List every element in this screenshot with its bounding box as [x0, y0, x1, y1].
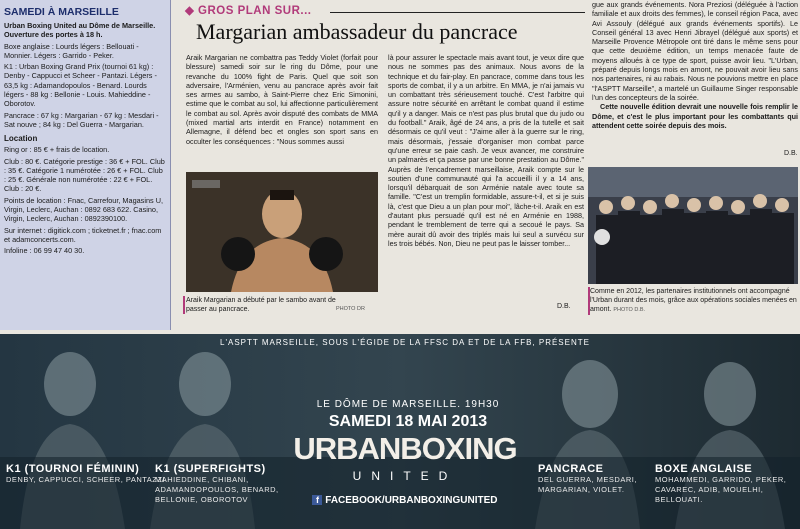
- crowd-caption-text: Comme en 2012, les partenaires institutionnels ont accompagné l'Urban durant des mois, grâce aux opérations sociales menées en amont.: [590, 288, 797, 313]
- location-line: Club : 80 €. Catégorie prestige : 36 € + FOL. Club : 35 €. Catégorie 1 numérotée : 26 € + FOL. Club : 25 €. Générale non numérotée : 22 € + FOL. Club : 20 €.: [4, 156, 165, 194]
- sidebar-line: Pancrace : 67 kg : Margarian - 67 kg : Mesdari - Sat nouve ; 84 kg : Del Guerra - Margarian.: [4, 110, 159, 129]
- sidebar-info-box: [0, 0, 171, 330]
- fighter-photo: [186, 172, 378, 292]
- partners-illustration: [588, 167, 798, 284]
- kicker-arrow-icon: ◆: [185, 5, 199, 17]
- category-names: MAHIEDDINE, CHIBANI, ADAMANDOPOULOS, BENARD, BELLONIE, OBOROTOV: [155, 475, 279, 504]
- banner-date: SAMEDI 18 MAI 2013: [328, 413, 488, 430]
- crowd-credit: PHOTO D.B.: [613, 307, 646, 313]
- banner-logo-subtitle: UNITED: [352, 469, 458, 483]
- category-title: PANCRACE: [538, 463, 604, 475]
- banner-logo: URBANBOXING: [293, 431, 517, 466]
- banner-category: [155, 463, 285, 505]
- sidebar-line: Boxe anglaise : Lourds légers : Bellouati - Monnier. Légers : Garrido - Peker.: [4, 41, 139, 60]
- banner-category: [655, 463, 797, 505]
- category-title: K1 (SUPERFIGHTS): [155, 463, 266, 475]
- sidebar-heading: SAMEDI À MARSEILLE: [4, 6, 119, 18]
- column-3-text: gue aux grands événements. Nora Preziosi (déléguée à l'action familiale et aux droits des femmes), le conseil région Paca, avec Avi Assouly (délégué aux grands événements sportifs). Le Conseil général 13 avec Henri Jibrayel (délégué aux sports) et Marseille Provence Métropole ont tiré dans le même sens pour que cette deuxième édition, un temps menacée faute de moyens alloués à ce type de sport, puisse avoir lieu. "L'Urban, préparé depuis longs mois en amont, ne pouvait avoir lieu sans nos partenaires, ni au rabais. Nous ne pouvions mettre en place "l'ASPTT Marseille", a martelé un Guillaume Singer responsable l'un des concepteurs de la soirée.: [592, 0, 798, 102]
- category-names: DENBY, CAPPUCCI, SCHEER, PANTAZZI: [6, 475, 166, 484]
- category-title: K1 (TOURNOI FÉMININ): [6, 463, 140, 475]
- facebook-url: FACEBOOK/URBANBOXINGUNITED: [325, 495, 498, 506]
- article-column-3: [592, 0, 798, 130]
- event-banner-ad: [0, 334, 800, 529]
- article-column-2: là pour assurer le spectacle mais avant tout, je veux dire que nous ne sommes pas des animaux. Nous avons de la technique et du fair-play. En pancrace, comme dans tous les sports de combat, il y a un arbitre. En MMA, je n'ai jamais vu un combattant très sérieusement touché. C'est l'arbitre qui assure notre sécurité en arrêtant le combat quand il estime qu'il y a danger. Mais ce n'est pas plus brutal que du judo ou du football." Araik, âgé de 24 ans, a pris de la tutelle et sait désormais ce qu'il veut : "J'aime aller à la guerre sur le ring, mais désormais, j'essaie d'organiser mon combat parce qu'une erreur se paie cash. Je veux avancer, me construire un palmarès et ça passe par une bonne prestation au Dôme." Auprès de l'encadrement marseillaise, Araik compte sur le soutien d'une communauté qui l'a accueilli il y a 14 ans, lorsqu'il débarquait de son Arménie natale avec toute sa famille. "C'est un tremplin formidable, assure-t-il, et si je suis là, c'est que Dieu a un plan pour moi", lâche-t-il. Araik en est d'autant plus persuadé qu'il est né en Arménie en 1988, pendant le tremblement de terre qui a secoué le pays. Sa mère aurait dû avoir des triplés mais lui seul a survécu sur les trois bébés. Non, Dieu ne peut pas le laisser tomber...: [388, 53, 584, 248]
- sidebar-intro: Urban Boxing United au Dôme de Marseille. Ouverture des portes à 18 h.: [4, 21, 156, 40]
- banner-presenter: L'ASPTT MARSEILLE, SOUS L'ÉGIDE DE LA FFSC DA ET DE LA FFB, PRÉSENTE: [220, 338, 590, 347]
- caption-marker: [183, 296, 185, 314]
- banner-facebook: [280, 495, 530, 506]
- crowd-caption: [590, 287, 798, 315]
- partners-photo: [588, 167, 798, 284]
- location-line: Infoline : 06 99 47 40 30.: [4, 246, 85, 256]
- article-kicker: [185, 3, 311, 17]
- banner-category: [538, 463, 658, 495]
- location-line: Points de location : Fnac, Carrefour, Magasins U, Virgin, Leclerc, Auchan : 0892 683 622. Casino, Virgin, Leclerc, Auchan : 0892390100.: [4, 195, 163, 224]
- article-title: Margarian ambassadeur du pancrace: [196, 19, 518, 44]
- facebook-icon: f: [312, 495, 322, 505]
- column-2-signature: D.B.: [557, 303, 571, 310]
- category-names: DEL GUERRA, MESDARI, MARGARIAN, VIOLET.: [538, 475, 637, 494]
- location-line: Ring or : 85 € + frais de location.: [4, 145, 110, 155]
- kicker-text: GROS PLAN SUR...: [198, 5, 312, 17]
- column-3-text-b: Cette nouvelle édition devrait une nouvelle fois remplir le Dôme, et c'est le plus important pour les combattants qui attendent cette soirée depuis des mois.: [592, 102, 798, 130]
- location-line: Sur internet : digitick.com ; ticketnet.fr ; fnac.com et adamconcerts.com.: [4, 225, 162, 244]
- banner-venue: LE DÔME DE MARSEILLE. 19H30: [316, 399, 500, 410]
- sidebar-line: K1 : Urban Boxing Grand Prix (tournoi 61 kg) : Denby - Cappucci et Scheer - Pantazi. Légers - 63,5 kg : Adamandopoulos - Benard. Lourds légers - 88 kg : Bellonie - Louis. Mahieddine - Oborotov.: [4, 62, 157, 109]
- header-rule: [330, 12, 585, 13]
- category-title: BOXE ANGLAISE: [655, 463, 753, 475]
- location-title: Location: [4, 134, 38, 144]
- article-column-1: Araik Margarian ne combattra pas Teddy Violet (forfait pour blessure) samedi soir sur le ring du Dôme, pour une revanche du 100% fight de Paris. Quel que soit son adversaire, l'Arménien, venu au pancrace après avoir fait ses armes au sambo, à Saint-Pierre chez Eric Simonini, estime que le combat au sol, lui affectionne particulièrement le combat au sol. Après avoir disputé des combats de MMA (mixed martial arts interdit en France) notamment en Allemagne, il défend bec et ongles son sport sans en occulter les conséquences : "Nous sommes aussi: [186, 53, 378, 146]
- photo-credit: PHOTO DR: [336, 306, 365, 312]
- category-names: MOHAMMEDI, GARRIDO, PEKER, CAVAREC, ADIB, MOUELHI, BELLOUATI.: [655, 475, 787, 504]
- column-3-signature: D.B.: [784, 150, 798, 157]
- photo-caption: Araik Margarian a débuté par le sambo avant de passer au pancrace.: [186, 297, 336, 313]
- fighter-illustration: [186, 172, 378, 292]
